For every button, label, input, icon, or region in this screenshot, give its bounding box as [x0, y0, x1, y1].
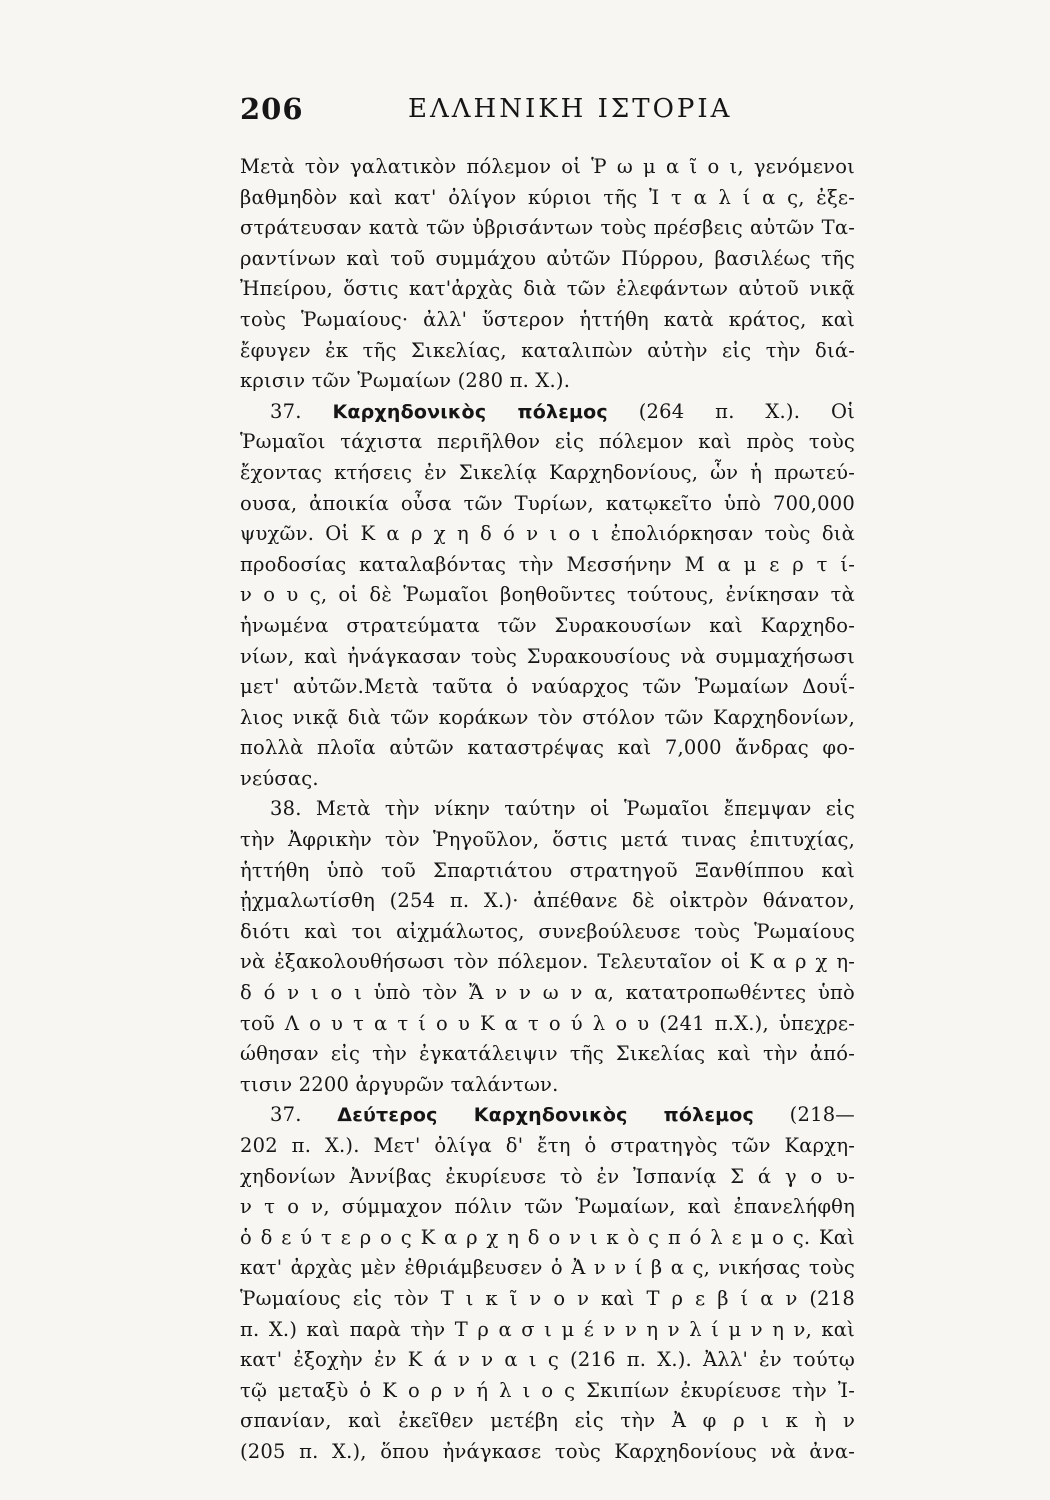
section-number: 37. — [270, 399, 302, 423]
text-line: ψυχῶν. Οἱ Κ α ρ χ η δ ό ν ι ο ι ἐπολιόρκησαν τοὺς διὰ — [240, 522, 855, 546]
text-line: βαθμηδὸν καὶ κατ' ὀλίγον κύριοι τῆς Ἰ τ α λ ί α ς, ἐξε- — [240, 185, 855, 209]
text-line: ουσα, ἀποικία οὖσα τῶν Τυρίων, κατῳκεῖτο ὑπὸ 700,000 — [240, 491, 855, 515]
text-line: ἔχοντας κτήσεις ἐν Σικελίᾳ Καρχηδονίους, ὧν ἡ πρωτεύ- — [240, 460, 855, 484]
text-fragment: Μετὰ τὴν νίκην ταύτην οἱ Ῥωμαῖοι ἔπεμψαν εἰς — [315, 797, 855, 821]
text-line: νίων, καὶ ἠνάγκασαν τοὺς Συρακουσίους νὰ συμμαχήσωσι — [240, 644, 855, 668]
section-number: 38. — [270, 797, 302, 821]
section-title: Καρχηδονικὸς πόλεμος — [332, 400, 608, 423]
text-line: κατ' ἀρχὰς μὲν ἐθριάμβευσεν ὁ Ἀ ν ν ί β α ς, νικήσας τοὺς — [240, 1256, 855, 1280]
text-line: ἔφυγεν ἐκ τῆς Σικελίας, καταλιπὼν αὐτὴν εἰς τὴν διά- — [240, 338, 855, 362]
text-line: Ἠπείρου, ὅστις κατ'ἀρχὰς διὰ τῶν ἐλεφάντων αὐτοῦ νικᾷ — [240, 277, 855, 301]
text-line: κρισιν τῶν Ῥωμαίων (280 π. Χ.). — [240, 369, 571, 393]
text-line: ἡνωμένα στρατεύματα τῶν Συρακουσίων καὶ Καρχηδο- — [240, 613, 855, 637]
text-line: 202 π. Χ.). Μετ' ὀλίγα δ' ἔτη ὁ στρατηγὸς τῶν Καρχη- — [240, 1134, 855, 1157]
text-line: σπανίαν, καὶ ἐκεῖθεν μετέβη εἰς τὴν Ἀ φ ρ ι κ ὴ ν — [240, 1409, 855, 1433]
text-fragment: (264 π. Χ.). Οἱ — [638, 399, 855, 423]
text-line: Μετὰ τὸν γαλατικὸν πόλεμον οἱ Ῥ ω μ α ῖ ο ι, γενόμενοι — [240, 155, 855, 178]
text-line: τοὺς Ῥωμαίους· ἀλλ' ὕστερον ἡττήθη κατὰ κράτος, καὶ — [240, 307, 855, 331]
running-head — [240, 92, 845, 132]
text-line: ᾐχμαλωτίσθη (254 π. Χ.)· ἀπέθανε δὲ οἰκτρὸν θάνατον, — [240, 889, 855, 913]
text-line: ν τ ο ν, σύμμαχον πόλιν τῶν Ῥωμαίων, καὶ ἐπανελήφθη — [240, 1195, 855, 1219]
text-line: χηδονίων Ἀννίβας ἐκυρίευσε τὸ ἐν Ἰσπανίᾳ Σ ά γ ο υ- — [240, 1164, 855, 1188]
text-line: ώθησαν εἰς τὴν ἐγκατάλειψιν τῆς Σικελίας καὶ τὴν ἀπό- — [240, 1042, 855, 1066]
section-heading-line — [240, 1100, 855, 1131]
text-line: διότι καὶ τοι αἰχμάλωτος, συνεβούλευσε τοὺς Ῥωμαίους — [240, 919, 855, 943]
text-line: μετ' αὐτῶν.Μετὰ ταῦτα ὁ ναύαρχος τῶν Ῥωμαίων Δουΐ- — [240, 675, 855, 699]
text-line: πολλὰ πλοῖα αὐτῶν καταστρέψας καὶ 7,000 ἄνδρας φο- — [240, 736, 855, 760]
section-number: 37. — [270, 1103, 302, 1127]
text-line: στράτευσαν κατὰ τῶν ὑβρισάντων τοὺς πρέσβεις αὐτῶν Τα- — [240, 216, 855, 240]
book-title: ΕΛΛΗΝΙΚΗ ΙΣΤΟΡΙΑ — [408, 94, 733, 124]
text-line: νεύσας. — [240, 766, 319, 790]
text-line: λιος νικᾷ διὰ τῶν κοράκων τὸν στόλον τῶν Καρχηδονίων, — [240, 705, 855, 729]
text-line: τισιν 2200 ἀργυρῶν ταλάντων. — [240, 1072, 559, 1096]
text-line: Ῥωμαίους εἰς τὸν Τ ι κ ῖ ν ο ν καὶ Τ ρ ε β ί α ν (218 — [240, 1286, 855, 1310]
text-line: τῷ μεταξὺ ὁ Κ ο ρ ν ή λ ι ο ς Σκιπίων ἐκυρίευσε τὴν Ἰ- — [240, 1378, 855, 1402]
body-text — [240, 152, 855, 1468]
text-line: τοῦ Λ ο υ τ α τ ί ο υ Κ α τ ο ύ λ ο υ (241 π.Χ.), ὑπεχρε- — [240, 1011, 855, 1035]
text-line: ραντίνων καὶ τοῦ συμμάχου αὐτῶν Πύρρου, βασιλέως τῆς — [240, 246, 855, 270]
text-line: Ῥωμαῖοι τάχιστα περιῆλθον εἰς πόλεμον καὶ πρὸς τοὺς — [240, 430, 855, 454]
text-line: δ ό ν ι ο ι ὑπὸ τὸν Ἄ ν ν ω ν α, κατατροπωθέντες ὑπὸ — [240, 981, 855, 1005]
section-heading-line — [240, 397, 855, 428]
text-line: ἡττήθη ὑπὸ τοῦ Σπαρτιάτου στρατηγοῦ Ξανθίππου καὶ — [240, 858, 855, 882]
text-line: π. Χ.) καὶ παρὰ τὴν Τ ρ α σ ι μ έ ν ν η ν λ ί μ ν η ν, καὶ — [240, 1317, 855, 1341]
text-line: ν ο υ ς, οἱ δὲ Ῥωμαῖοι βοηθοῦντες τούτους, ἐνίκησαν τὰ — [240, 583, 855, 607]
text-line: προδοσίας καταλαβόντας τὴν Μεσσήνην Μ α μ ε ρ τ ί- — [240, 552, 855, 576]
text-fragment: (218— — [789, 1103, 855, 1127]
text-line: τὴν Ἀφρικὴν τὸν Ῥηγοῦλον, ὅστις μετά τινας ἐπιτυχίας, — [240, 828, 855, 852]
text-line: νὰ ἐξακολουθήσωσι τὸν πόλεμον. Τελευταῖον οἱ Κ α ρ χ η- — [240, 950, 855, 974]
section-heading-line — [240, 794, 855, 825]
text-line: ὁ δ ε ύ τ ε ρ ο ς Κ α ρ χ η δ ο ν ι κ ὸ ς π ό λ ε μ ο ς. Καὶ — [240, 1225, 855, 1249]
page-number: 206 — [240, 92, 304, 126]
text-line: κατ' ἐξοχὴν ἐν Κ ά ν ν α ι ς (216 π. Χ.). Ἀλλ' ἐν τούτῳ — [240, 1348, 855, 1372]
section-title: Δεύτερος Καρχηδονικὸς πόλεμος — [337, 1104, 754, 1127]
text-line: (205 π. Χ.), ὅπου ἠνάγκασε τοὺς Καρχηδονίους νὰ ἀνα- — [240, 1439, 855, 1463]
